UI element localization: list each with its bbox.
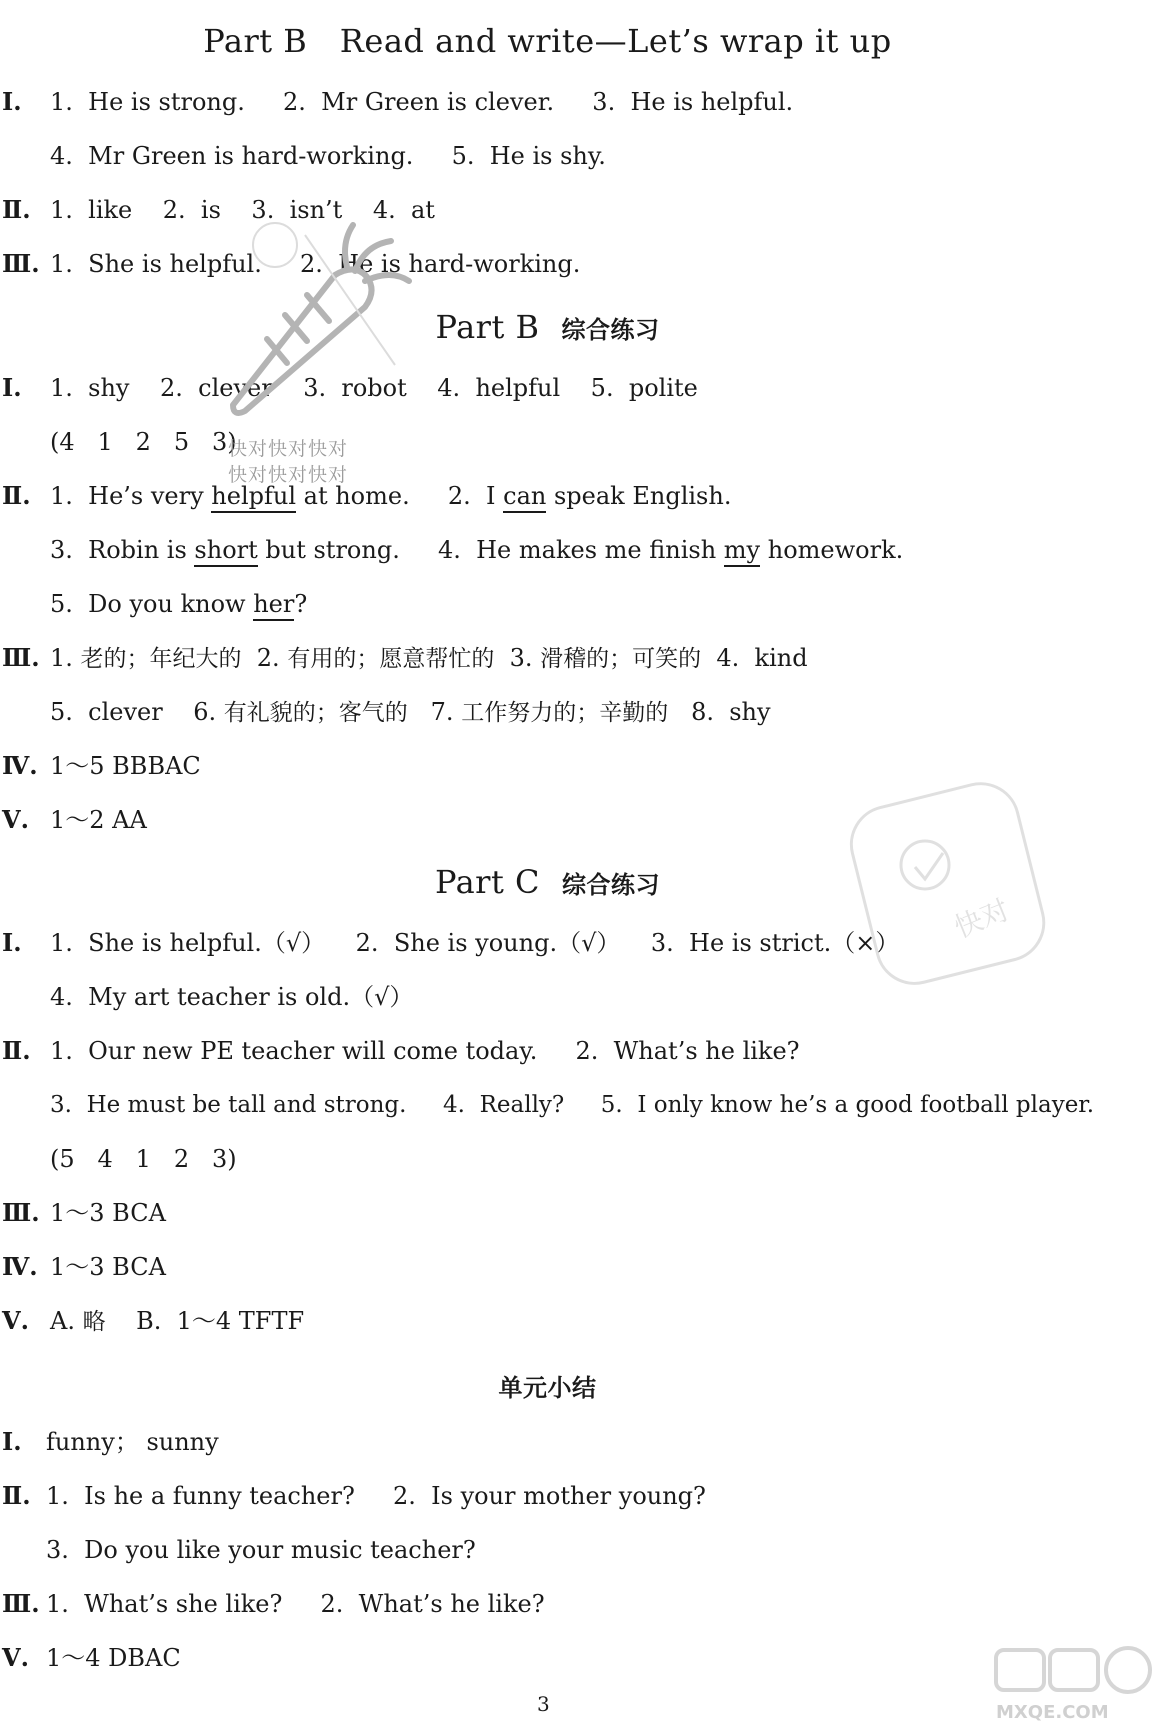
- numeral-ii: Ⅱ.: [2, 1036, 31, 1065]
- underlined-word: short: [194, 536, 257, 567]
- answer-line: 1. like 2. is 3. isn’t 4. at: [50, 196, 435, 224]
- underlined-word: her: [253, 590, 294, 621]
- answer-line: 1. She is helpful.（√） 2. She is young.（√） 3. He is strict.（×）: [50, 929, 900, 957]
- corner-logo-icon: [992, 1646, 1164, 1724]
- numeral-v: Ⅴ.: [2, 805, 29, 834]
- answer-line: 1～3 BCA: [50, 1253, 166, 1281]
- answer-line: (4 1 2 5 3): [50, 428, 237, 456]
- answer-line: 1. shy 2. clever 3. robot 4. helpful 5. polite: [50, 374, 698, 402]
- answer-line: 1～3 BCA: [50, 1199, 166, 1227]
- answer-line: 1～2 AA: [50, 806, 147, 834]
- answer-line: 5. clever 6. 有礼貌的；客气的 7. 工作努力的；辛勤的 8. shy: [50, 698, 771, 726]
- numeral-ii: Ⅱ.: [2, 195, 31, 224]
- underlined-word: helpful: [211, 482, 296, 513]
- numeral-iii: Ⅲ.: [2, 1589, 40, 1618]
- heading-cn: 综合练习: [561, 871, 660, 899]
- heading-part-b-practice: [0, 308, 1095, 346]
- numeral-ii: Ⅱ.: [2, 1481, 31, 1510]
- answer-line: 1. Is he a funny teacher? 2. Is your mother young?: [46, 1482, 706, 1510]
- watermark-text: 快对快对快对: [228, 438, 349, 460]
- numeral-v: Ⅴ.: [2, 1306, 29, 1335]
- answer-line: 1～5 BBBAC: [50, 752, 201, 780]
- numeral-i: Ⅰ.: [2, 373, 22, 402]
- carrot-watermark-icon: [215, 215, 415, 425]
- heading-unit-summary: 单元小结: [498, 1374, 597, 1402]
- answer-line: A. 略 B. 1～4 TFTF: [50, 1307, 305, 1335]
- underlined-word: can: [503, 482, 546, 513]
- answer-line: 4. My art teacher is old.（√）: [50, 983, 414, 1011]
- heading-en: Part C: [435, 863, 540, 901]
- answer-line: 4. Mr Green is hard-working. 5. He is shy.: [50, 142, 606, 170]
- answer-line: 1. She is helpful. 2. He is hard-working.: [50, 250, 581, 278]
- numeral-iii: Ⅲ.: [2, 1198, 40, 1227]
- answer-line: 1. What’s she like? 2. What’s he like?: [46, 1590, 545, 1618]
- answer-line: (5 4 1 2 3): [50, 1145, 237, 1173]
- answer-line: 1. He is strong. 2. Mr Green is clever. 3. He is helpful.: [50, 88, 794, 116]
- numeral-v: Ⅴ.: [2, 1643, 29, 1672]
- numeral-i: Ⅰ.: [2, 928, 22, 957]
- numeral-i: Ⅰ.: [2, 1427, 22, 1456]
- numeral-iii: Ⅲ.: [2, 249, 40, 278]
- answer-line: 1. Our new PE teacher will come today. 2. What’s he like?: [50, 1037, 800, 1065]
- answer-line: 1. 老的；年纪大的 2. 有用的；愿意帮忙的 3. 滑稽的；可笑的 4. kind: [50, 644, 808, 672]
- heading-cn: 综合练习: [561, 316, 660, 344]
- watermark-text: 快对快对快对: [228, 464, 349, 486]
- numeral-iii: Ⅲ.: [2, 643, 40, 672]
- answer-line: 1～4 DBAC: [46, 1644, 181, 1672]
- answer-line: 3. Do you like your music teacher?: [46, 1536, 476, 1564]
- underlined-word: my: [724, 536, 760, 567]
- answer-line: funny； sunny: [46, 1428, 219, 1456]
- numeral-ii: Ⅱ.: [2, 481, 31, 510]
- numeral-iv: Ⅳ.: [2, 751, 38, 780]
- heading-part-b-read-and-write: Part B Read and write—Let’s wrap it up: [203, 22, 892, 60]
- svg-text:MXQE.COM: MXQE.COM: [996, 1702, 1109, 1723]
- stamp-text: 快对: [949, 892, 1015, 945]
- answer-line: 5. Do you know her?: [50, 588, 307, 620]
- answer-line: 3. He must be tall and strong. 4. Really? 5. I only know he’s a good football player.: [50, 1092, 1095, 1118]
- answer-line: 3. Robin is short but strong. 4. He makes me finish my homework.: [50, 534, 903, 566]
- numeral-i: Ⅰ.: [2, 87, 22, 116]
- numeral-iv: Ⅳ.: [2, 1252, 38, 1281]
- answer-line: 1. He’s very helpful at home. 2. I can speak English.: [50, 480, 731, 512]
- page-number: 3: [537, 1692, 550, 1716]
- heading-en: Part B: [435, 308, 540, 346]
- stamp-watermark-icon: [845, 775, 1055, 995]
